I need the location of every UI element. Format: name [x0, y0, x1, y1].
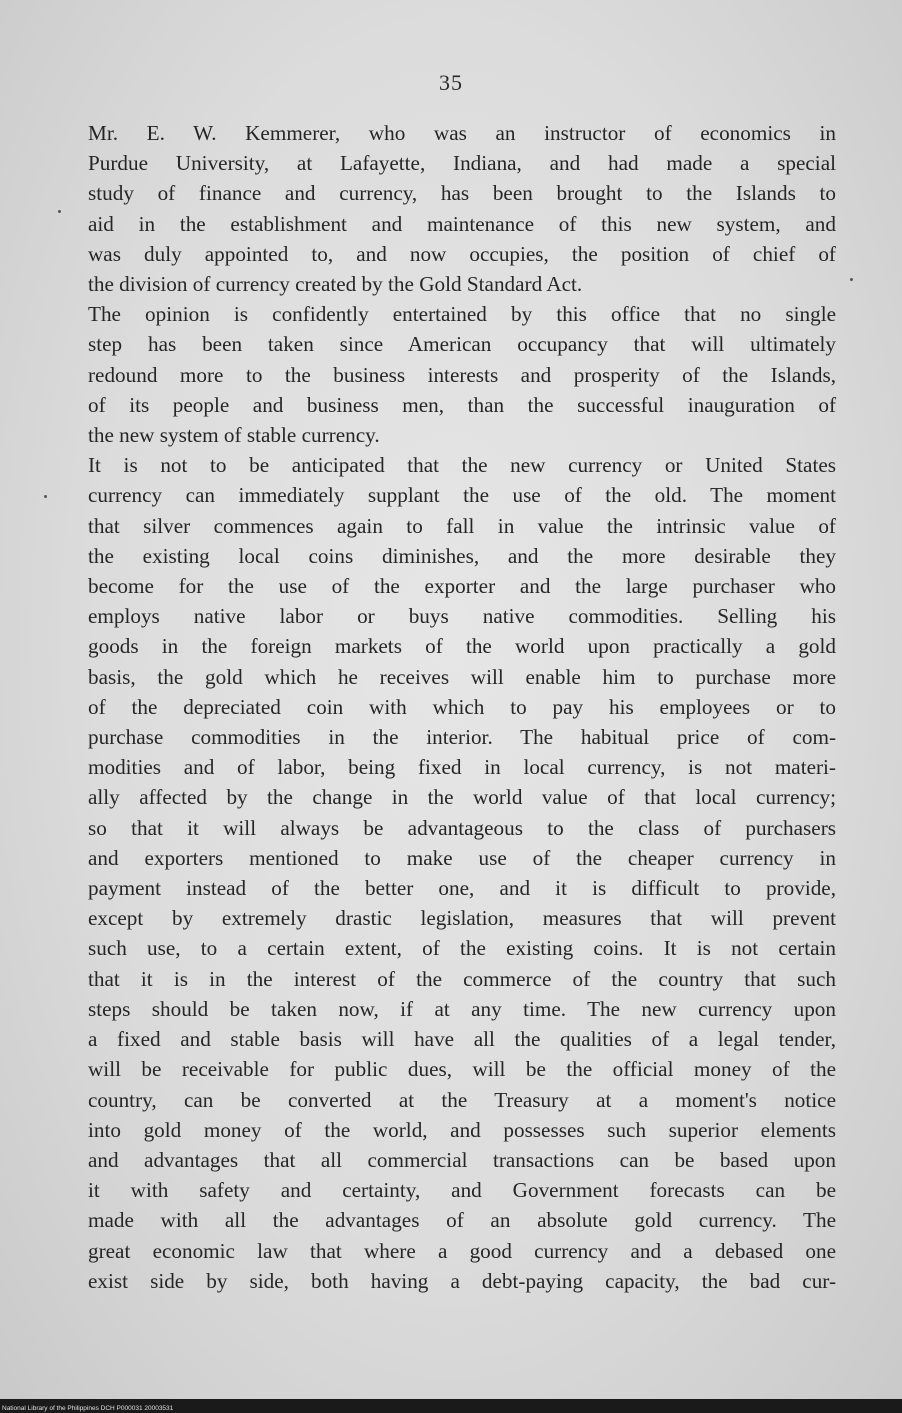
text-line: of the depreciated coin with which to pay his employees or to	[88, 694, 836, 719]
footer-text: National Library of the Philippines DCH P000031 20003531	[2, 1405, 174, 1412]
text-line: redound more to the business interests and prosperity of the Islands,	[88, 362, 836, 387]
text-line: and advantages that all commercial transactions can be based upon	[88, 1147, 836, 1172]
paragraph-2	[88, 299, 836, 450]
text-line: study of finance and currency, has been brought to the Islands to	[88, 181, 836, 206]
text-line: such use, to a certain extent, of the existing coins. It is not certain	[88, 936, 836, 961]
text-line: made with all the advantages of an absolute gold currency. The	[88, 1208, 836, 1233]
text-line: it with safety and certainty, and Government forecasts can be	[88, 1178, 836, 1203]
text-line: purchase commodities in the interior. The habitual price of com-	[88, 725, 836, 750]
scan-speck	[58, 210, 61, 213]
text-line: country, can be converted at the Treasury at a moment's notice	[88, 1087, 836, 1112]
text-line: of its people and business men, than the successful inauguration of	[88, 392, 836, 417]
text-line: that silver commences again to fall in value the intrinsic value of	[88, 513, 836, 538]
text-line: the new system of stable currency.	[88, 423, 380, 448]
text-line: become for the use of the exporter and the large purchaser who	[88, 574, 836, 599]
text-line: was duly appointed to, and now occupies, the position of chief of	[88, 241, 836, 266]
scan-speck	[44, 495, 47, 498]
text-line: exist side by side, both having a debt-paying capacity, the bad cur-	[88, 1268, 836, 1293]
page-number: 35	[439, 70, 463, 95]
text-line: so that it will always be advantageous to the class of purchasers	[88, 815, 836, 840]
text-line: Mr. E. W. Kemmerer, who was an instructor of economics in	[88, 121, 836, 145]
paragraph-3	[88, 450, 836, 1296]
text-line: will be receivable for public dues, will be the official money of the	[88, 1057, 836, 1082]
text-line: payment instead of the better one, and it is difficult to provide,	[88, 876, 836, 901]
text-line: steps should be taken now, if at any time. The new currency upon	[88, 996, 836, 1021]
text-line: into gold money of the world, and possesses such superior elements	[88, 1117, 836, 1142]
text-line: ally affected by the change in the world value of that local currency;	[88, 785, 836, 810]
text-line: the existing local coins diminishes, and the more desirable they	[88, 543, 836, 568]
text-line: goods in the foreign markets of the world upon practically a gold	[88, 634, 836, 659]
text-line: It is not to be anticipated that the new currency or United States	[88, 453, 836, 478]
scan-speck	[850, 278, 853, 281]
body-text	[88, 118, 836, 1296]
text-line: great economic law that where a good currency and a debased one	[88, 1238, 836, 1263]
text-line: except by extremely drastic legislation, measures that will prevent	[88, 906, 836, 931]
text-line: modities and of labor, being fixed in local currency, is not materi-	[88, 755, 836, 780]
text-line: currency can immediately supplant the use of the old. The moment	[88, 483, 836, 508]
text-line: aid in the establishment and maintenance of this new system, and	[88, 211, 836, 236]
paragraph-1	[88, 118, 836, 299]
text-line: the division of currency created by the Gold Standard Act.	[88, 272, 583, 297]
text-line: that it is in the interest of the commerce of the country that such	[88, 966, 836, 991]
text-line: and exporters mentioned to make use of the cheaper currency in	[88, 845, 836, 870]
text-line: The opinion is confidently entertained by this office that no single	[88, 302, 836, 327]
text-line: employs native labor or buys native commodities. Selling his	[88, 604, 836, 629]
text-line: basis, the gold which he receives will enable him to purchase more	[88, 664, 836, 689]
text-line: step has been taken since American occupancy that will ultimately	[88, 332, 836, 357]
footer-strip	[0, 1399, 902, 1413]
text-line: a fixed and stable basis will have all the qualities of a legal tender,	[88, 1027, 836, 1052]
text-line: Purdue University, at Lafayette, Indiana, and had made a special	[88, 151, 836, 176]
